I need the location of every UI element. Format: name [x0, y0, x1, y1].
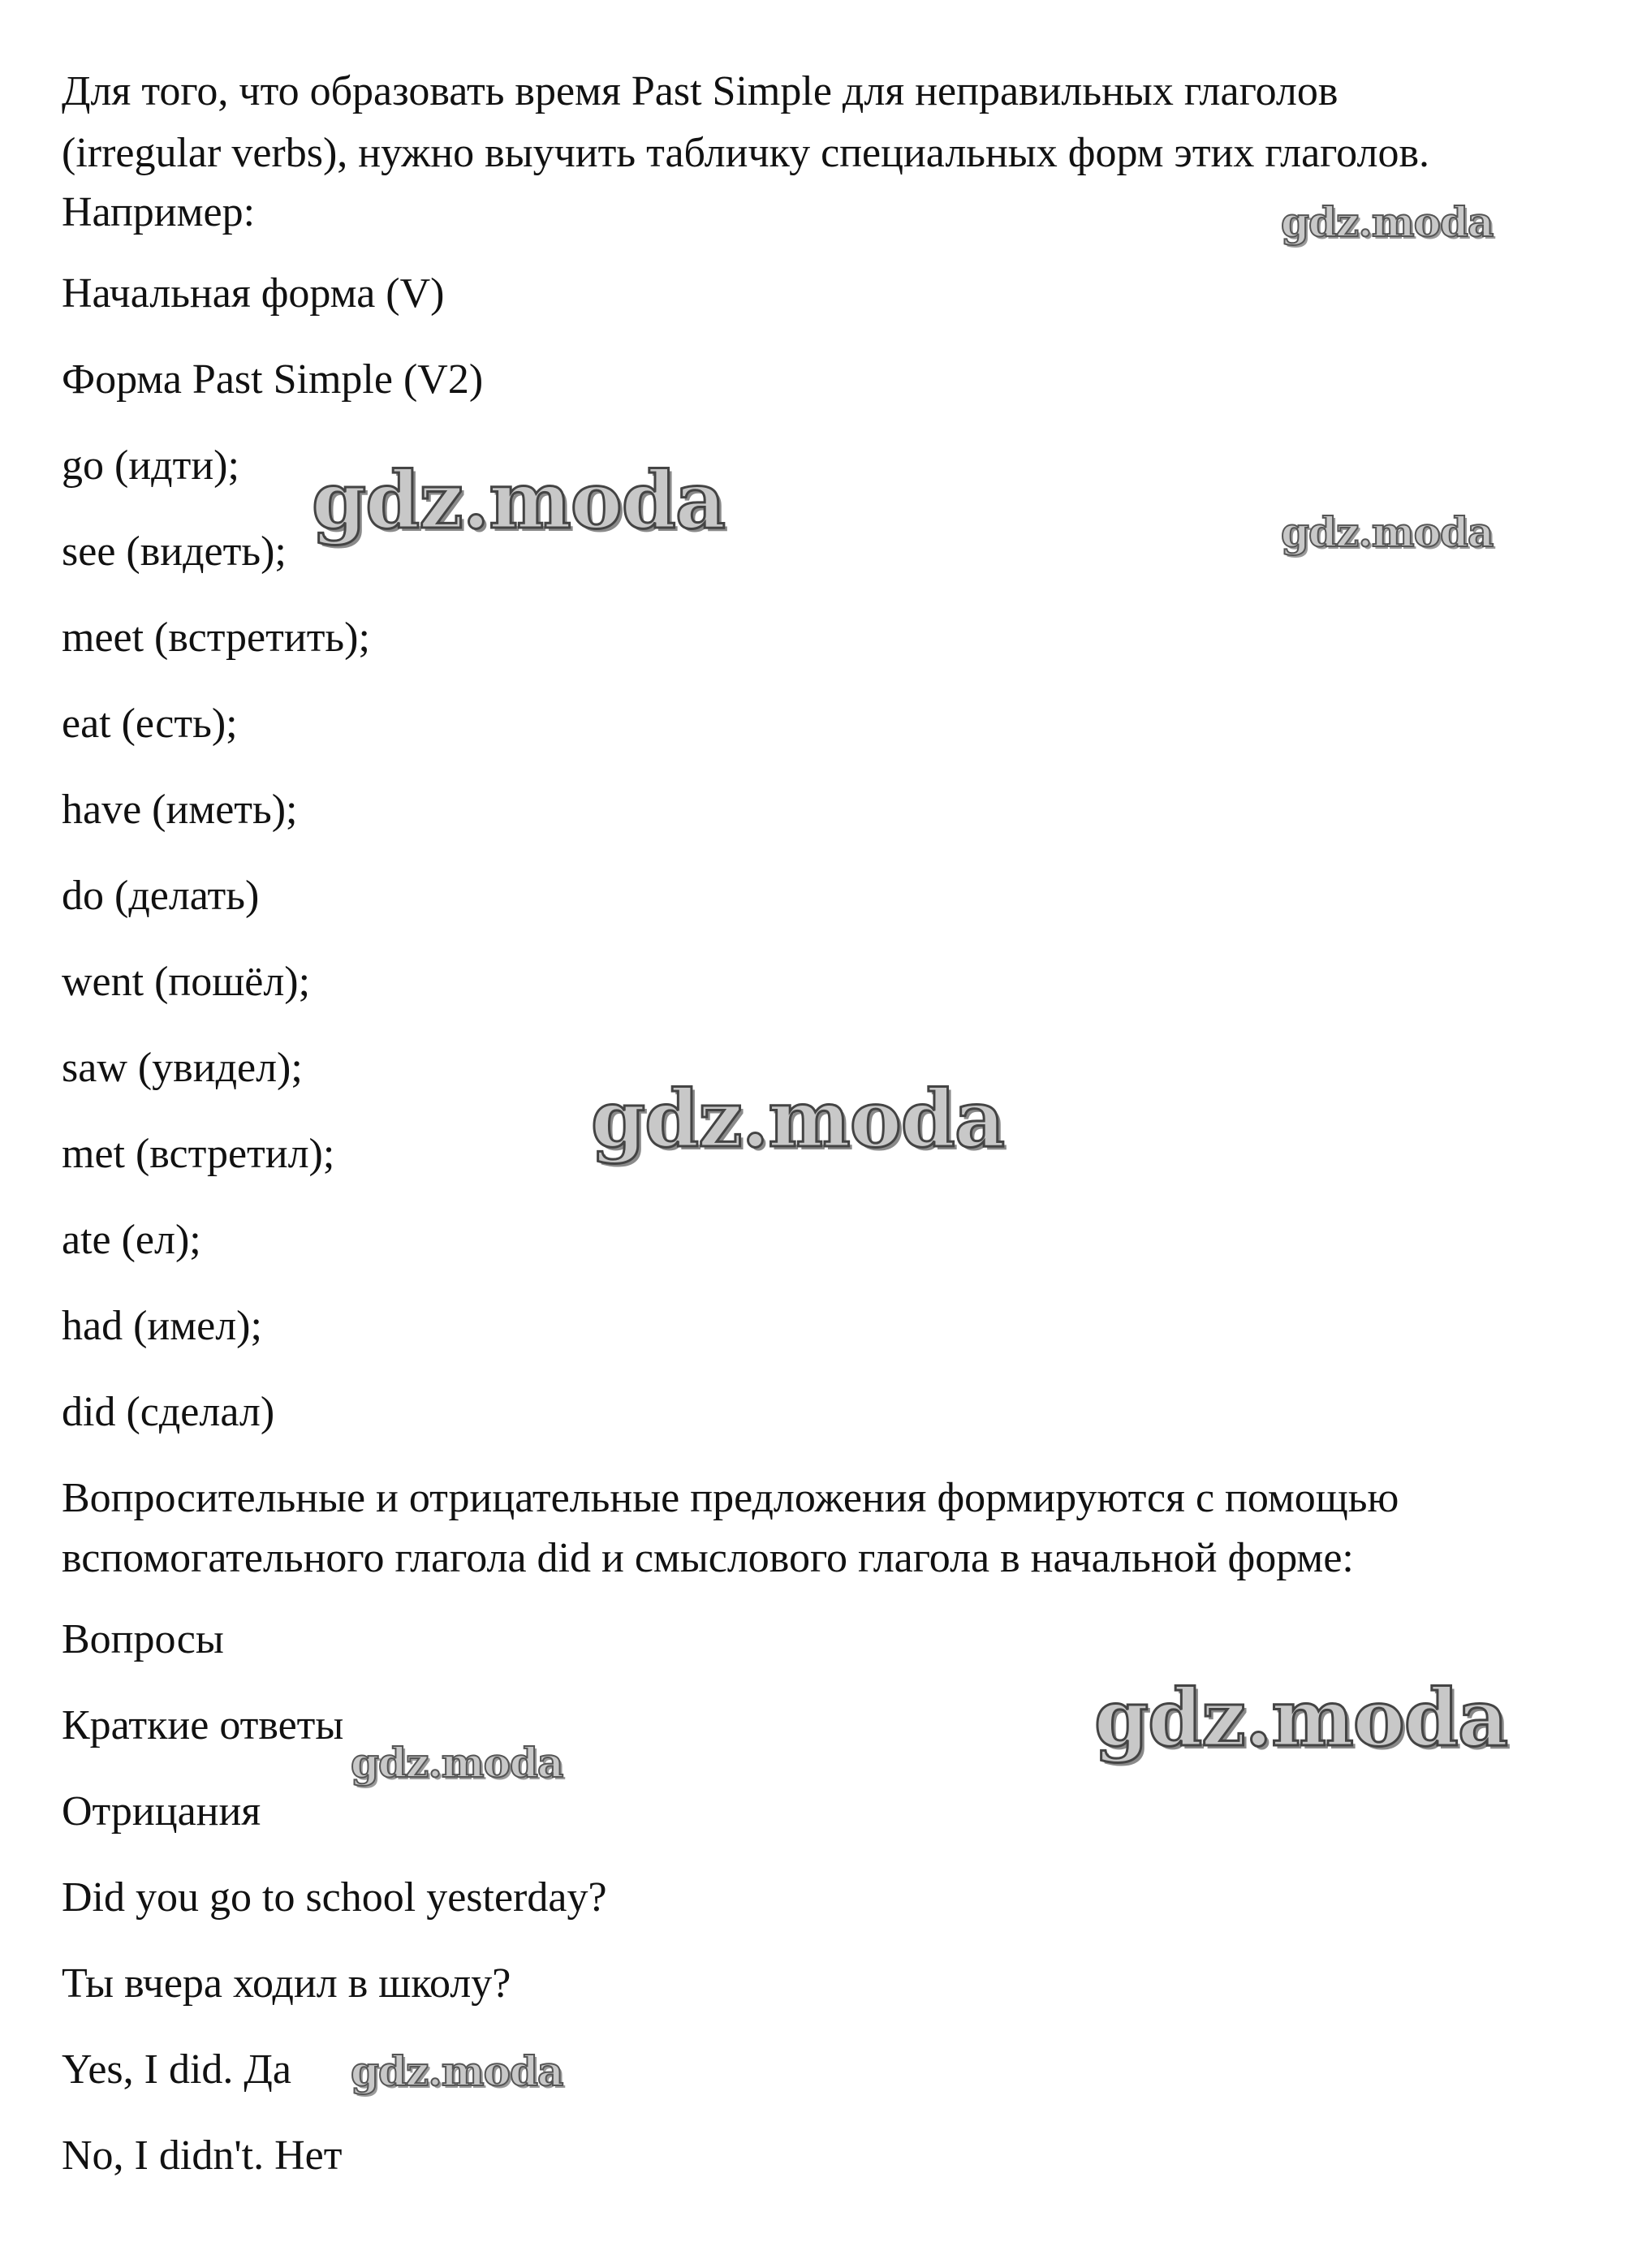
past-verb-saw: saw (увидел); [62, 1045, 303, 1091]
base-verb-have: have (иметь); [62, 787, 298, 833]
base-verb-go: go (идти); [62, 442, 239, 489]
example-question: Did you go to school yesterday? [62, 1874, 607, 1921]
watermark-logo: gdz.moda [1281, 198, 1494, 246]
category-short-answers: Краткие ответы [62, 1702, 344, 1748]
example-yes-answer: Yes, I did. Да [62, 2046, 291, 2093]
base-verb-do: do (делать) [62, 873, 260, 919]
intro-line-3: Например: [62, 189, 256, 235]
past-verb-went: went (пошёл); [62, 959, 311, 1005]
watermark-logo: gdz.moda [312, 455, 726, 546]
header-base-form: Начальная форма (V) [62, 270, 445, 317]
category-negations: Отрицания [62, 1788, 261, 1835]
example-translation: Ты вчера ходил в школу? [62, 1960, 511, 2007]
intro-line-1: Для того, что образовать время Past Simple для неправильных глаголов [62, 68, 1338, 114]
past-verb-had: had (имел); [62, 1303, 262, 1349]
rule-line-2: вспомогательного глагола did и смыслового глагола в начальной форме: [62, 1535, 1354, 1581]
base-verb-meet: meet (встретить); [62, 614, 370, 661]
category-questions: Вопросы [62, 1616, 224, 1662]
intro-line-2: (irregular verbs), нужно выучить табличку специальных форм этих глаголов. [62, 130, 1429, 176]
past-verb-met: met (встретил); [62, 1131, 335, 1177]
past-verb-did: did (сделал) [62, 1389, 275, 1435]
watermark-logo: gdz.moda [591, 1073, 1005, 1165]
base-verb-eat: eat (есть); [62, 701, 238, 747]
watermark-logo: gdz.moda [1281, 508, 1494, 556]
base-verb-see: see (видеть); [62, 528, 287, 575]
header-past-form: Форма Past Simple (V2) [62, 356, 484, 403]
watermark-logo: gdz.moda [1094, 1672, 1508, 1764]
watermark-logo: gdz.moda [351, 1739, 563, 1787]
rule-line-1: Вопросительные и отрицательные предложения формируются с помощью [62, 1475, 1399, 1521]
watermark-logo: gdz.moda [351, 2047, 563, 2095]
example-no-answer: No, I didn't. Нет [62, 2132, 343, 2179]
past-verb-ate: ate (ел); [62, 1217, 201, 1263]
